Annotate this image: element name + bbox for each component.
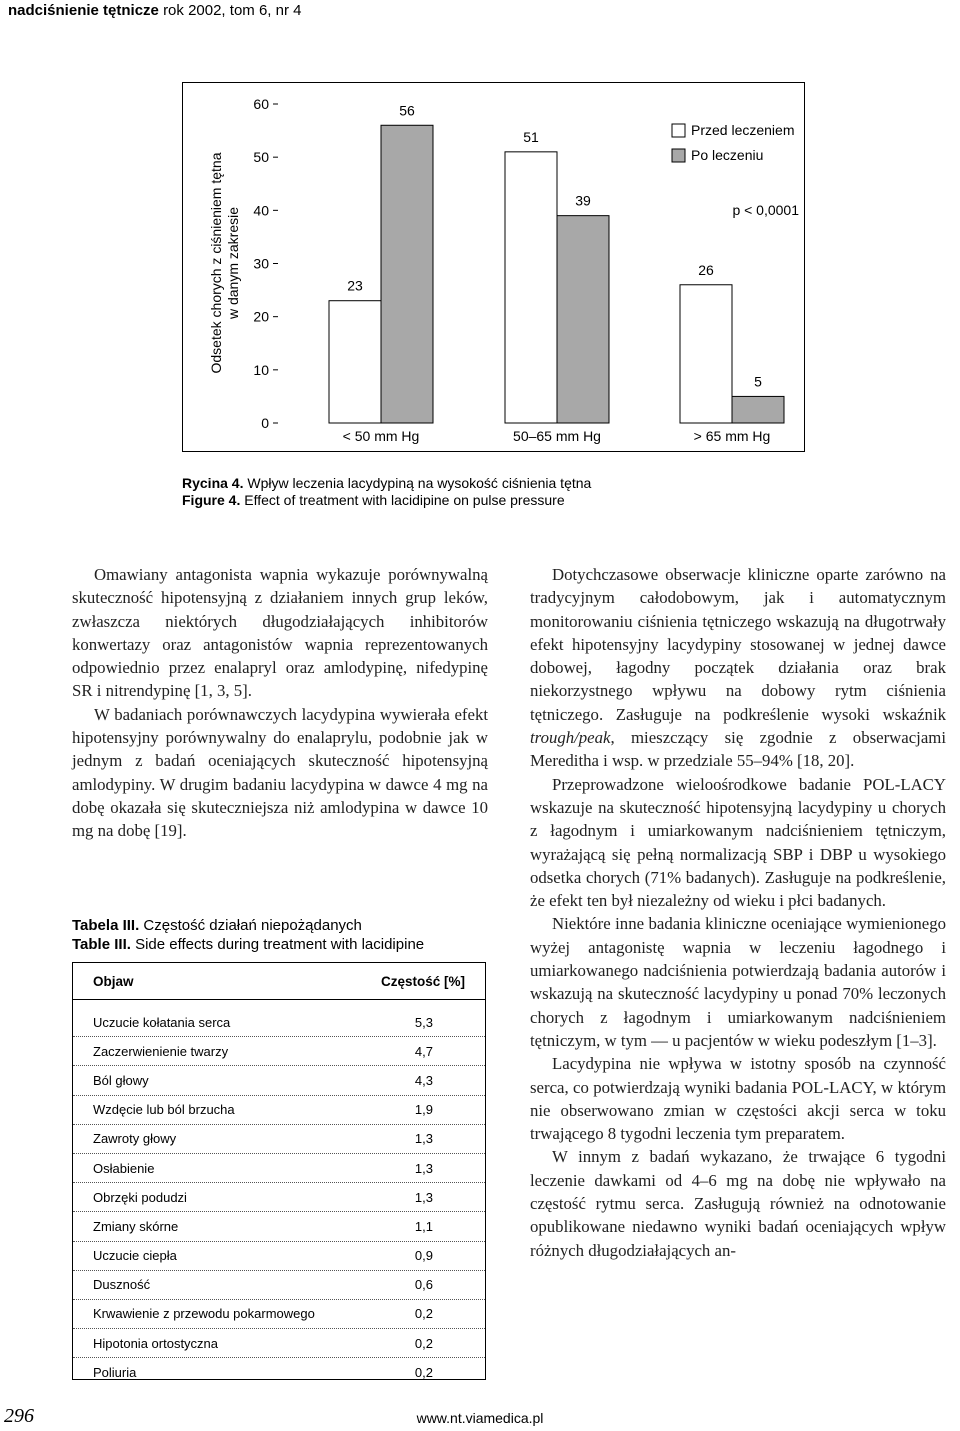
right-p1-a: Dotychczasowe obserwacje kliniczne oparte zarówno na tradycyjnym całodobowym, jak i automatycznym monitorowaniu ciśnienia tętniczego wskazują na długotrwały efekt hipotensyjny lacydypiny stosowanej w jednej dawce dobowej, łagodny początek działania oraz brak niekorzystnego wpływu na dobowy rytm ciśnienia tętniczego. Zasługuje na podkreślenie wysoki wskaźnik bbox=[530, 565, 946, 724]
table-cell-symptom: Krwawienie z przewodu pokarmowego bbox=[93, 1306, 315, 1322]
table-row bbox=[73, 1358, 485, 1387]
table-cell-frequency: 1,3 bbox=[414, 1189, 433, 1205]
legend-label: Po leczeniu bbox=[691, 147, 764, 163]
figure-caption-pl bbox=[182, 474, 591, 492]
table-cell-frequency: 0,6 bbox=[414, 1277, 433, 1293]
bar-data-label: 39 bbox=[575, 192, 591, 209]
bar bbox=[381, 125, 433, 423]
table-cell-symptom: Zmiany skórne bbox=[93, 1218, 179, 1234]
y-axis-label: w danym zakresie bbox=[225, 206, 241, 320]
journal-header bbox=[8, 2, 301, 19]
y-tick-label: 50 bbox=[253, 149, 269, 166]
table-cell-symptom: Wzdęcie lub ból brzucha bbox=[93, 1102, 235, 1118]
left-paragraph-1: Omawiany antagonista wapnia wykazuje porównywalną skuteczność hipotensyjną z działaniem innych grup leków, zwłaszcza niektórych długodziałających inhibitorów konwertazy oraz antagonistów wapnia reprezentowanych odpowiednio przez enalapryl oraz amlodypinę, nifedypinę SR i nitrendypinę [1, 3, 5]. bbox=[72, 565, 488, 701]
footer-url: www.nt.viamedica.pl bbox=[416, 1410, 544, 1426]
y-tick-label: 20 bbox=[253, 308, 269, 325]
table-cell-frequency: 0,2 bbox=[414, 1335, 433, 1351]
table-cell-frequency: 0,2 bbox=[414, 1306, 433, 1322]
left-paragraph-2: W badaniach porównawczych lacydypina wywierała efekt hipotensyjny porównywalny do enalaprylu, podobnie jak w jednym z badań oceniających skuteczność hipotensyjną amlodypiny. W drugim badaniu lacydypina w dawce 4 mg na dobę okazała się skuteczniejsza niż amlodypina w dawce 10 mg na dobę [19]. bbox=[72, 704, 488, 841]
table-cell-symptom: Osłabienie bbox=[93, 1160, 155, 1176]
table-cell-symptom: Uczucie ciepła bbox=[93, 1248, 177, 1264]
table-cell-symptom: Zaczerwienienie twarzy bbox=[93, 1043, 229, 1059]
right-column bbox=[530, 563, 946, 1262]
right-p1-b: , mieszczący się zgodnie z obserwacjami Mereditha i wsp. w przedziale 55–94% [18, 20]. bbox=[530, 728, 946, 771]
side-effects-table bbox=[72, 962, 486, 1380]
table-cell-symptom: Uczucie kołatania serca bbox=[93, 1014, 231, 1030]
table-row bbox=[73, 1096, 485, 1125]
table-row bbox=[73, 1300, 485, 1329]
table-cell-frequency: 0,9 bbox=[414, 1248, 433, 1264]
table-cell-frequency: 4,7 bbox=[414, 1043, 433, 1059]
table-title bbox=[72, 916, 424, 954]
left-column bbox=[72, 563, 488, 843]
right-paragraph-3: Niektóre inne badania kliniczne oceniające wymienionego wyżej antagonistę wapnia w leczeniu łagodnego i umiarkowanego nadciśnienia potwierdzają badania autorów i wskazują na skuteczność lacydypiny u ponad 70% leczonych chorych z łagodnym i umiarkowanym nadciśnieniem tętniczym, w tym — u pacjentów w wieku podeszłym [1–3]. bbox=[530, 914, 946, 1050]
table-cell-frequency: 5,3 bbox=[414, 1014, 433, 1030]
table-row bbox=[73, 1037, 485, 1066]
bar-data-label: 56 bbox=[399, 102, 415, 119]
table-row bbox=[73, 1212, 485, 1241]
y-axis-label: Odsetek chorych z ciśnieniem tętna bbox=[208, 152, 224, 374]
table-cell-symptom: Obrzęki podudzi bbox=[93, 1189, 187, 1205]
table-title-pl bbox=[72, 916, 424, 935]
right-p1-emphasis: trough/peak bbox=[530, 728, 611, 748]
table-label-pl: Tabela III. bbox=[72, 917, 140, 934]
table-row bbox=[73, 1125, 485, 1154]
figure-text-en: Effect of treatment with lacidipine on pulse pressure bbox=[244, 492, 565, 508]
bar bbox=[732, 396, 784, 423]
bar-data-label: 5 bbox=[754, 373, 762, 390]
table-cell-frequency: 0,2 bbox=[414, 1365, 433, 1381]
table-cell-symptom: Zawroty głowy bbox=[93, 1131, 177, 1147]
y-tick-label: 40 bbox=[253, 202, 269, 219]
right-paragraph-4: Lacydypina nie wpływa w istotny sposób na czynność serca, co potwierdzają wyniki badania POL-LACY, w którym nie obserwowano zmian w częstości akcji serca w toku trwającego 8 tygodni leczenia tym preparatem. bbox=[530, 1054, 946, 1144]
right-paragraph-2: Przeprowadzone wieloośrodkowe badanie POL-LACY wskazuje na skuteczność hipotensyjną lacydypiny u chorych z łagodnym i umiarkowanym nadciśnieniem tętniczym, wyrażającą się pełną normalizacją SBP i DBP u wysokiego odsetka chorych (71% badanych). Zasługuje na podkreślenie, że efekt ten był niezależny od wieku i płci badanych. bbox=[530, 774, 946, 911]
table-cell-frequency: 4,3 bbox=[414, 1072, 433, 1088]
table-cell-frequency: 1,3 bbox=[414, 1131, 433, 1147]
figure-label-pl: Rycina 4. bbox=[182, 475, 244, 491]
table-row bbox=[73, 1271, 485, 1300]
table-row bbox=[73, 1008, 485, 1037]
y-tick-label: 60 bbox=[253, 96, 269, 112]
journal-name: nadciśnienie tętnicze bbox=[8, 2, 159, 19]
table-row bbox=[73, 1329, 485, 1358]
p-value-annotation: p < 0,0001 bbox=[732, 202, 799, 218]
legend-swatch bbox=[672, 124, 685, 137]
table-cell-frequency: 1,3 bbox=[414, 1160, 433, 1176]
figure-label-en: Figure 4. bbox=[182, 492, 241, 508]
bar bbox=[680, 285, 732, 423]
right-paragraph-5: W innym z badań wykazano, że trwające 6 tygodni leczenie dawkami od 4–6 mg na dobę nie wpływało na częstość rytmu serca. Zasługują również na odnotowanie opublikowane niedawno wyniki badań oceniających wpływ różnych długodziałających an- bbox=[530, 1147, 946, 1260]
table-title-en-text: Side effects during treatment with lacidipine bbox=[135, 936, 425, 953]
col-header-frequency: Częstość [%] bbox=[380, 973, 465, 989]
right-paragraph-1 bbox=[530, 563, 946, 773]
table-cell-symptom: Poliuria bbox=[93, 1365, 137, 1381]
table-cell-symptom: Hipotonia ortostyczna bbox=[93, 1335, 219, 1351]
bar bbox=[505, 152, 557, 423]
table-cell-symptom: Ból głowy bbox=[93, 1072, 149, 1088]
legend-label: Przed leczeniem bbox=[691, 122, 795, 138]
table-row bbox=[73, 1183, 485, 1212]
y-tick-label: 10 bbox=[253, 361, 269, 378]
pulse-pressure-chart bbox=[182, 82, 805, 452]
table-cell-frequency: 1,1 bbox=[414, 1218, 433, 1234]
journal-issue: rok 2002, tom 6, nr 4 bbox=[163, 2, 302, 19]
table-label-en: Table III. bbox=[72, 936, 131, 953]
figure-text-pl: Wpływ leczenia lacydypiną na wysokość ciśnienia tętna bbox=[247, 475, 592, 491]
x-category-label: 50–65 mm Hg bbox=[513, 428, 601, 444]
figure-caption-en bbox=[182, 491, 565, 509]
y-tick-label: 0 bbox=[261, 415, 269, 431]
bar-data-label: 51 bbox=[523, 128, 539, 145]
table-row bbox=[73, 1154, 485, 1183]
col-header-symptom: Objaw bbox=[93, 973, 134, 989]
bar bbox=[557, 216, 609, 423]
y-tick-label: 30 bbox=[253, 255, 269, 272]
table-title-en bbox=[72, 935, 424, 954]
table-title-pl-text: Częstość działań niepożądanych bbox=[143, 917, 362, 934]
table-header bbox=[73, 963, 485, 1000]
x-category-label: > 65 mm Hg bbox=[693, 428, 771, 444]
bar bbox=[329, 301, 381, 423]
bar-data-label: 23 bbox=[347, 277, 363, 294]
legend-swatch bbox=[672, 149, 685, 162]
page-number: 296 bbox=[4, 1405, 34, 1427]
table-body bbox=[73, 1000, 485, 1387]
table-row bbox=[73, 1066, 485, 1095]
table-cell-frequency: 1,9 bbox=[414, 1102, 433, 1118]
table-row bbox=[73, 1242, 485, 1271]
x-category-label: < 50 mm Hg bbox=[342, 428, 420, 444]
bar-data-label: 26 bbox=[698, 261, 714, 278]
table-cell-symptom: Duszność bbox=[93, 1277, 151, 1293]
chart-svg bbox=[183, 83, 806, 453]
